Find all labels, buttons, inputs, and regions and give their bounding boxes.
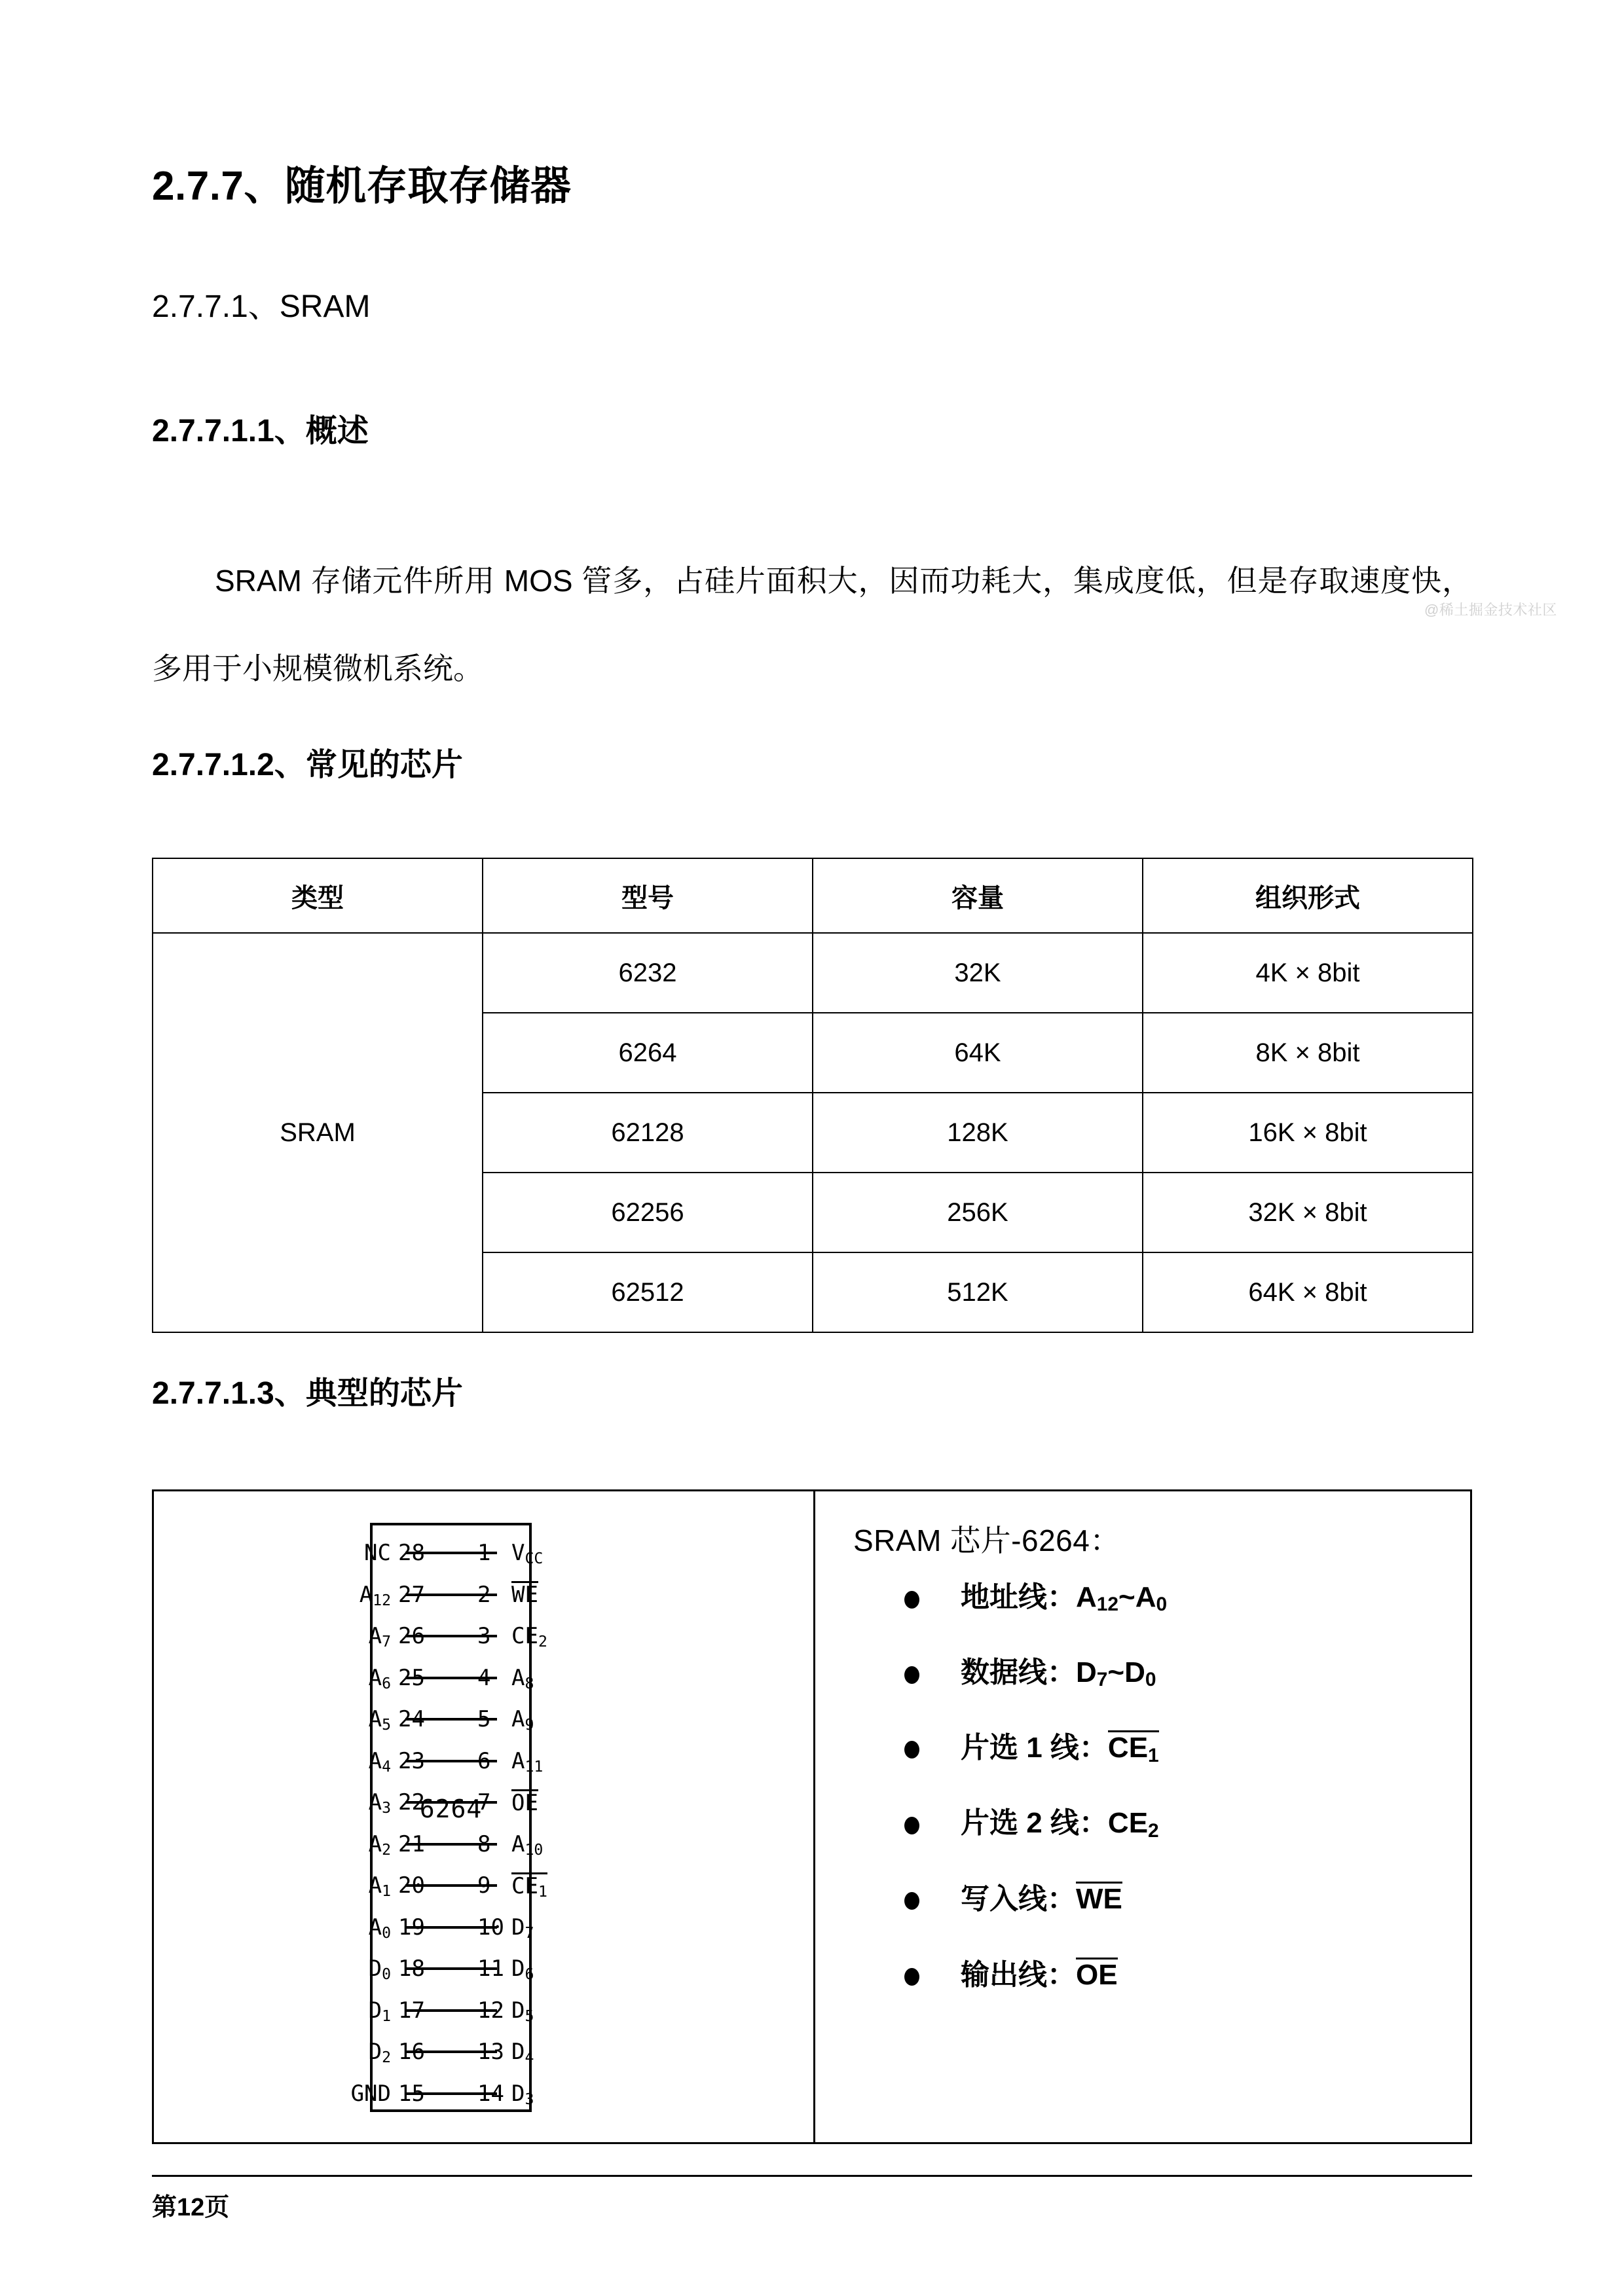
pin-label: $A_{11}$ — [511, 1747, 544, 1776]
pin-label: $A_2$ — [368, 1831, 391, 1859]
pin-number: 10 — [477, 1914, 504, 1941]
pin-number: 3 — [477, 1623, 491, 1649]
pin-lead-line — [437, 1760, 497, 1762]
pin-label: $A_7$ — [368, 1623, 391, 1651]
list-item — [904, 1882, 1470, 1917]
chip-signal-list — [853, 1580, 1470, 1993]
pin-number: 13 — [477, 2039, 504, 2065]
page-number: 第12页 — [152, 2194, 230, 2221]
list-item — [904, 1806, 1470, 1841]
pin-lead-line — [437, 2092, 497, 2095]
pin-number: 22 — [398, 1789, 425, 1815]
pin-label: $D_3$ — [511, 2080, 534, 2108]
pin-lead-line — [437, 1967, 497, 1970]
pin-label: $A_4$ — [368, 1747, 391, 1776]
section-heading-typical-chip: 2.7.7.1.3、典型的芯片 — [152, 1376, 463, 1411]
pin-right-21 — [370, 1823, 776, 1865]
pin-right-26 — [370, 1615, 776, 1657]
pin-right-17 — [370, 1990, 776, 2032]
pin-number: 6 — [477, 1747, 491, 1774]
signal-value: $CE_1$ — [1107, 1732, 1159, 1766]
pin-right-18 — [370, 1948, 776, 1990]
pin-number: 21 — [398, 1831, 425, 1857]
pin-lead-line — [437, 1677, 497, 1679]
cell-capacity: 64K — [813, 1013, 1143, 1093]
pin-number: 26 — [398, 1623, 425, 1649]
chip-description-panel — [815, 1491, 1470, 2142]
list-item — [904, 1730, 1470, 1766]
pin-number: 14 — [477, 2080, 504, 2107]
pin-label: $D_4$ — [511, 2039, 534, 2067]
signal-label: 写入线： — [961, 1882, 1076, 1915]
cell-model: 62128 — [483, 1093, 813, 1173]
pin-right-22 — [370, 1781, 776, 1823]
pinout-diagram — [154, 1491, 813, 2142]
signal-label: 数据线： — [961, 1656, 1076, 1688]
cell-model: 6264 — [483, 1013, 813, 1093]
signal-value: WE — [1076, 1882, 1122, 1915]
overview-paragraph-container — [152, 537, 1472, 712]
chip-figure — [152, 1489, 1472, 2144]
pin-label: $V_{CC}$ — [511, 1540, 544, 1568]
pin-label: $A_{12}$ — [359, 1581, 391, 1609]
pin-label: $A_8$ — [511, 1664, 534, 1692]
footer-divider — [152, 2175, 1472, 2177]
column-header-model: 型号 — [483, 858, 813, 933]
column-header-organization: 组织形式 — [1143, 858, 1473, 933]
section-heading-overview: 2.7.7.1.1、概述 — [152, 414, 369, 448]
pin-number: 4 — [477, 1664, 491, 1691]
pin-label: $A_0$ — [368, 1914, 391, 1942]
page-title: 2.7.7、随机存取存储器 — [152, 164, 572, 209]
section-heading-4-container — [152, 746, 463, 784]
column-header-capacity: 容量 — [813, 858, 1143, 933]
pin-number: 18 — [398, 1956, 425, 1982]
chips-table — [152, 858, 1473, 1333]
cell-organization: 4K × 8bit — [1143, 933, 1473, 1013]
pin-number: 24 — [398, 1706, 425, 1732]
bullet-icon — [904, 1591, 919, 1609]
chip-description-title: SRAM 芯片-6264： — [853, 1523, 1120, 1558]
pin-label: $D_6$ — [511, 1956, 534, 1984]
signal-value: OE — [1076, 1958, 1118, 1991]
signal-value: $CE_2$ — [1107, 1807, 1159, 1842]
pin-number: 12 — [477, 1997, 504, 2024]
list-item — [904, 1958, 1470, 1993]
pin-label: $A_{10}$ — [511, 1831, 544, 1859]
list-item — [904, 1656, 1470, 1690]
pin-number: 25 — [398, 1664, 425, 1691]
pin-label: GND — [350, 2080, 391, 2107]
column-header-type: 类型 — [153, 858, 483, 933]
pin-label: $A_3$ — [368, 1789, 391, 1817]
pin-right-19 — [370, 1906, 776, 1948]
pin-lead-line — [437, 1635, 497, 1637]
pin-lead-line — [437, 1801, 497, 1804]
bullet-icon — [904, 1666, 919, 1684]
bullet-icon — [904, 1892, 919, 1910]
pin-lead-line — [437, 1926, 497, 1929]
pin-lead-line — [437, 1594, 497, 1596]
signal-label: 片选 2 线： — [961, 1807, 1108, 1840]
pin-number: 9 — [477, 1872, 491, 1899]
cell-organization: 8K × 8bit — [1143, 1013, 1473, 1093]
pin-label: $A_1$ — [368, 1872, 391, 1901]
pin-number: 23 — [398, 1747, 425, 1774]
pin-label: $A_5$ — [368, 1706, 391, 1734]
bullet-icon — [904, 1968, 919, 1986]
bullet-icon — [904, 1741, 919, 1758]
pin-number: 7 — [477, 1789, 491, 1815]
pin-label: $CE_1$ — [511, 1872, 547, 1901]
cell-capacity: 256K — [813, 1173, 1143, 1252]
cell-organization: 16K × 8bit — [1143, 1093, 1473, 1173]
pin-label: $D_1$ — [368, 1997, 391, 2025]
pin-right-20 — [370, 1865, 776, 1906]
pin-label: $A_9$ — [511, 1706, 534, 1734]
pin-number: 11 — [477, 1956, 504, 1982]
pin-lead-line — [437, 1552, 497, 1554]
table-row — [153, 933, 1473, 1013]
pin-lead-line — [437, 1884, 497, 1887]
pin-number: 8 — [477, 1831, 491, 1857]
pin-right-25 — [370, 1657, 776, 1699]
cell-type-sram: SRAM — [153, 933, 483, 1332]
pin-lead-line — [437, 1843, 497, 1846]
pin-number: 16 — [398, 2039, 425, 2065]
cell-organization: 64K × 8bit — [1143, 1252, 1473, 1332]
pin-number: 20 — [398, 1872, 425, 1899]
pin-right-28 — [370, 1532, 776, 1574]
section-heading-sram: 2.7.7.1、SRAM — [152, 289, 371, 324]
pin-lead-line — [437, 2009, 497, 2012]
pin-label: $D_7$ — [511, 1914, 534, 1942]
cell-model: 62256 — [483, 1173, 813, 1252]
chip-pinout-panel — [154, 1491, 815, 2142]
signal-value: $A_{12}\sim A_0$ — [1076, 1580, 1168, 1616]
pin-right-16 — [370, 2031, 776, 2073]
signal-label: 输出线： — [961, 1958, 1076, 1991]
cell-model: 6232 — [483, 933, 813, 1013]
cell-capacity: 128K — [813, 1093, 1143, 1173]
pin-number: 2 — [477, 1581, 491, 1608]
table-header-row — [153, 858, 1473, 933]
pin-right-27 — [370, 1574, 776, 1616]
pin-lead-line — [437, 2050, 497, 2053]
pin-label: $D_0$ — [368, 1956, 391, 1984]
pin-number: 27 — [398, 1581, 425, 1608]
chip-part-number: 6264 — [419, 1795, 483, 1823]
pin-label: $D_2$ — [368, 2039, 391, 2067]
pin-right-23 — [370, 1740, 776, 1782]
pin-right-24 — [370, 1698, 776, 1740]
section-heading-5-container — [152, 1375, 463, 1413]
pin-label: OE — [511, 1789, 538, 1816]
signal-label: 地址线： — [961, 1580, 1076, 1613]
pin-label: $CE_2$ — [511, 1623, 547, 1651]
pin-label: $A_6$ — [368, 1664, 391, 1692]
pin-number: 15 — [398, 2080, 425, 2107]
pin-label: WE — [511, 1582, 538, 1608]
watermark-label: @稀土掘金技术社区 — [1424, 602, 1557, 618]
cell-model: 62512 — [483, 1252, 813, 1332]
pin-number: 17 — [398, 1997, 425, 2024]
section-heading-3-container — [152, 412, 369, 450]
overview-paragraph: SRAM 存储元件所用 MOS 管多，占硅片面积大，因而功耗大，集成度低，但是存取速度快，多用于小规模微机系统。 — [152, 564, 1472, 685]
pin-right-15 — [370, 2073, 776, 2115]
section-heading-common-chips: 2.7.7.1.2、常见的芯片 — [152, 748, 463, 782]
pin-number: 19 — [398, 1914, 425, 1941]
section-heading-2-container — [152, 288, 370, 326]
pin-number: 28 — [398, 1540, 425, 1566]
signal-value: $D_7\sim D_0$ — [1076, 1656, 1156, 1691]
pin-label: $D_5$ — [511, 1997, 534, 2025]
cell-organization: 32K × 8bit — [1143, 1173, 1473, 1252]
signal-label: 片选 1 线： — [961, 1732, 1108, 1764]
bullet-icon — [904, 1817, 919, 1834]
list-item — [904, 1580, 1470, 1615]
pin-number: 1 — [477, 1540, 491, 1566]
section-heading-1-container — [152, 162, 571, 211]
pin-number: 5 — [477, 1706, 491, 1732]
cell-capacity: 32K — [813, 933, 1143, 1013]
pin-label: NC — [364, 1540, 391, 1566]
cell-capacity: 512K — [813, 1252, 1143, 1332]
pin-lead-line — [437, 1718, 497, 1721]
chips-table-container — [152, 858, 1472, 1333]
